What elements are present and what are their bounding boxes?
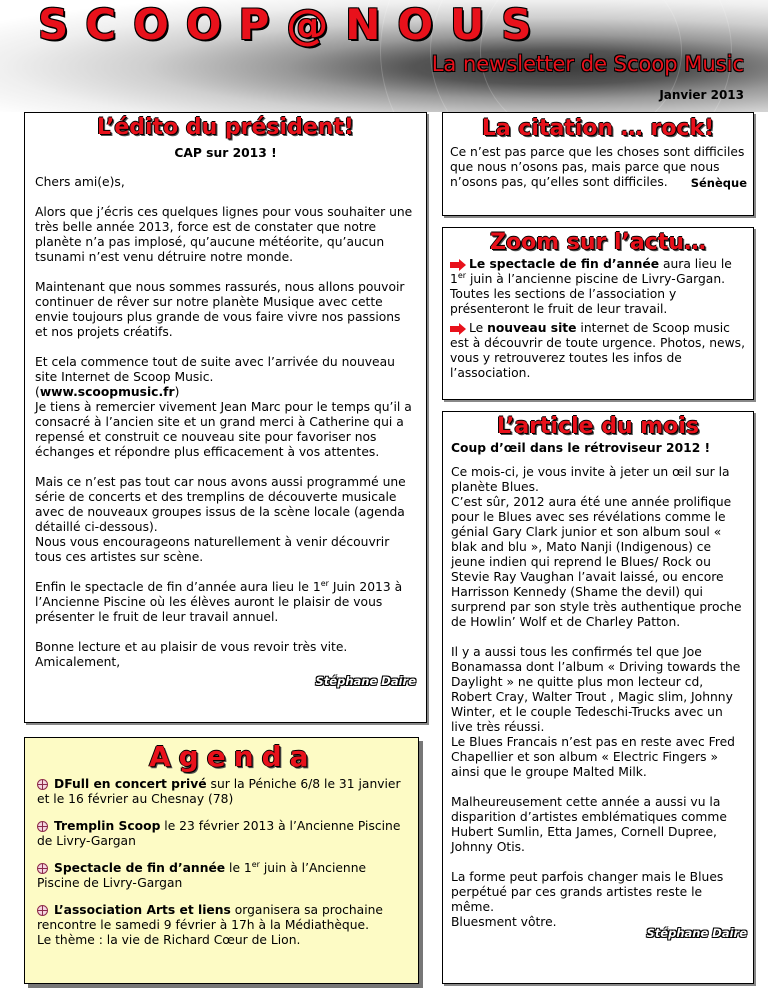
citation-heading: La citation … rock! <box>481 116 715 141</box>
edito-subheading: CAP sur 2013 ! <box>174 146 277 160</box>
zoom-item: Le nouveau site internet de Scoop music est à découvrir de toute urgence. Photos, news, vous y retrouverez toutes les infos de l’association. <box>450 321 745 380</box>
crosshair-bullet-icon <box>37 863 48 874</box>
edito-paragraph: Bonne lecture et au plaisir de vous revoir très vite. Amicalement, <box>35 640 348 669</box>
edito-signature: Stéphane Daire <box>315 674 416 688</box>
zoom-item: Le spectacle de fin d’année aura lieu le 1er juin à l’ancienne piscine de Livry-Gargan. Toutes les sections de l’association y présenteront le fruit de leur travail. <box>450 257 732 316</box>
citation-quote: Ce n’est pas parce que les choses sont difficiles que nous n’osons pas, mais parce que nous n’osons pas, qu’elles sont difficiles. <box>450 145 745 189</box>
edito-paragraph: Alors que j’écris ces quelques lignes pour vous souhaiter une très belle année 2013, force est de constater que notre planète n’a pas implosé, qu’aucune météorite, qu’aucun tsunami n’est venu détruire notre monde. <box>35 205 413 264</box>
newsletter-header <box>0 0 768 112</box>
citation-box <box>442 112 754 216</box>
edito-heading: L’édito du président! <box>97 115 354 140</box>
agenda-item: Tremplin Scoop le 23 février 2013 à l’Ancienne Piscine de Livry-Gargan <box>37 819 401 848</box>
agenda-heading: Agenda <box>149 740 317 773</box>
agenda-box <box>24 737 419 984</box>
crosshair-bullet-icon <box>37 905 48 916</box>
article-paragraph: La forme peut parfois changer mais le Blues perpétué par ces grands artistes reste le même. Bluesment vôtre. <box>451 870 724 929</box>
edito-text: Mais ce n’est pas tout car nous avons aussi programmé une série de concerts et des tremplins de découverte musicale avec de nouveaux groupes issus de la scène locale (agenda détaillé ci-dessous). <box>35 475 406 534</box>
right-arrow-icon <box>450 259 466 271</box>
zoom-heading: Zoom sur l’actu… <box>490 230 706 255</box>
article-paragraph: Malheureusement cette année a aussi vu la disparition d’artistes emblématiques comme Hubert Sumlin, Etta James, Cornell Dupree, Johnny Otis. <box>451 795 727 854</box>
edito-text: Je tiens à remercier vivement Jean Marc pour le temps qu’il a consacré à l’ancien site et un grand merci à Catherine qui a repensé et construit ce nouveau site pour favoriser nos échanges et répondre plus efficacement à vos attentes. <box>35 400 412 459</box>
agenda-item: DFull en concert privé sur la Péniche 6/8 le 31 janvier et le 16 février au Chesnay (78) <box>37 777 401 806</box>
edito-paragraph: Maintenant que nous sommes rassurés, nous allons pouvoir continuer de rêver sur notre planète Musique avec cette envie toujours plus grande de vous faire vivre nos passions et nos projets créatifs. <box>35 280 405 339</box>
edito-paragraph: Enfin le spectacle de fin d’année aura lieu le 1er Juin 2013 à l’Ancienne Piscine où les élèves auront le plaisir de vous présenter le fruit de leur travail annuel. <box>35 578 403 624</box>
citation-author: Sénèque <box>690 176 747 190</box>
agenda-item: Spectacle de fin d’année le 1er juin à l’Ancienne Piscine de Livry-Gargan <box>37 859 367 890</box>
issue-date: Janvier 2013 <box>659 88 744 102</box>
crosshair-bullet-icon <box>37 779 48 790</box>
website-link[interactable]: www.scoopmusic.fr <box>39 385 175 399</box>
edito-paragraph: Et cela commence tout de suite avec l’arrivée du nouveau site Internet de Scoop Music. (www.scoopmusic.fr) Je tiens à remercier vivement Jean Marc pour le temps qu’il a consacré à l’ancien site et un grand merci à Catherine qui a repensé et construit ce nouveau site pour favoriser nos échanges et répondre plus efficacement à vos attentes. <box>35 355 412 459</box>
edito-text: Et cela commence tout de suite avec l’arrivée du nouveau site Internet de Scoop Music. <box>35 355 395 384</box>
crosshair-bullet-icon <box>37 821 48 832</box>
edito-box <box>24 112 427 723</box>
article-heading: L’article du mois <box>497 414 699 439</box>
right-arrow-icon <box>450 323 466 335</box>
article-subheading: Coup d’œil dans le rétroviseur 2012 ! <box>451 441 711 455</box>
edito-greeting: Chers ami(e)s, <box>35 175 125 189</box>
newsletter-subtitle: La newsletter de Scoop Music <box>431 52 744 76</box>
newsletter-title: SCOOP@NOUS <box>38 0 549 49</box>
article-box <box>442 411 754 984</box>
zoom-box <box>442 227 754 400</box>
edito-text: Nous vous encourageons naturellement à venir découvrir tous ces artistes sur scène. <box>35 535 390 564</box>
article-paragraph: Ce mois-ci, je vous invite à jeter un œil sur la planète Blues. C’est sûr, 2012 aura été une année prolifique pour le Blues avec ses révélations comme le génial Gary Clark junior et son album soul « blak and blu », Mato Nanji (Indigenous) ce jeune indien qui reprend le Blues/ Rock ou Stevie Ray Vaughan l’avait laissé, ou encore Harrisson Kennedy (Shame the devil) qui surprend par son style très authentique proche de Howlin’ Wolf et de Charley Patton. <box>451 465 742 629</box>
edito-paragraph <box>35 475 416 565</box>
agenda-item: L’association Arts et liens organisera sa prochaine rencontre le samedi 9 février à 17h à la Médiathèque. Le thème : la vie de Richard Cœur de Lion. <box>37 903 383 947</box>
article-paragraph: Il y a aussi tous les confirmés tel que Joe Bonamassa dont l’album « Driving towards the Daylight » ne quitte plus mon lecteur cd, Robert Cray, Walter Trout , Magic slim, Johnny Winter, et le couple Tedeschi-Trucks avec un live très réussi. Le Blues Francais n’est pas en reste avec Fred Chapellier et son album « Electric Fingers » ainsi que le groupe Malted Milk. <box>451 645 741 779</box>
article-signature: Stéphane Daire <box>646 926 747 940</box>
